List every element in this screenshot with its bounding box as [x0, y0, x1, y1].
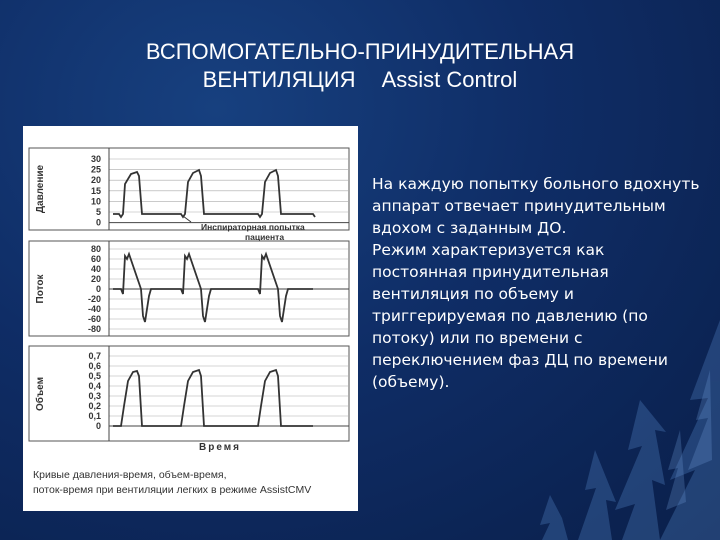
volume-tick: 0,3 [88, 391, 101, 401]
pressure-panel [29, 148, 349, 230]
title-ru: ВЕНТИЛЯЦИЯ [202, 67, 356, 92]
flow-tick: -40 [87, 304, 101, 314]
flow-tick: 20 [90, 274, 101, 284]
slide-title [60, 38, 660, 94]
title-line-1: ВСПОМОГАТЕЛЬНО-ПРИНУДИТЕЛЬНАЯ [145, 39, 575, 64]
flow-tick: 0 [95, 284, 101, 294]
flow-tick: 60 [90, 254, 101, 264]
volume-tick: 0,2 [88, 401, 101, 411]
caption-line-2: поток-время при вентиляции легких в режиме AssistCMV [33, 484, 312, 496]
volume-tick: 0,6 [88, 361, 101, 371]
slide-body-text: На каждую попытку больного вдохнуть аппарат отвечает принудительным вдохом с заданным ДО. Режим характеризуется как постоянная принудительная вентиляция по объему и триггерируемая по давлению (по потоку) или по времени с переключением фаз ДЦ по времени (объему). [372, 175, 700, 391]
volume-tick: 0,7 [88, 351, 101, 361]
volume-axis-label: Объем [35, 377, 46, 411]
flow-axis-label: Поток [35, 274, 46, 304]
flow-tick: -60 [87, 314, 101, 324]
volume-curve [113, 370, 313, 426]
pressure-axis-label: Давление [35, 164, 46, 214]
flow-panel [29, 241, 349, 336]
volume-tick: 0,1 [88, 411, 101, 421]
volume-tick: 0,4 [88, 381, 101, 391]
title-line-2 [60, 66, 660, 94]
pressure-tick: 15 [90, 185, 101, 196]
x-axis-label: Время [199, 442, 241, 453]
pressure-curve [113, 170, 315, 217]
volume-panel [29, 346, 349, 441]
caption-line-1: Кривые давления-время, объем-время, [33, 469, 227, 481]
pressure-tick: 20 [90, 175, 101, 186]
title-en: Assist Control [381, 67, 518, 92]
annotation-line-2: пациента [245, 232, 285, 242]
flow-tick: -80 [87, 324, 101, 334]
pressure-tick: 0 [95, 217, 101, 228]
flow-tick: 80 [90, 244, 101, 254]
volume-tick: 0,5 [88, 371, 101, 381]
pressure-tick: 5 [95, 207, 101, 217]
pressure-tick: 25 [90, 164, 101, 175]
flow-tick: 40 [90, 264, 101, 274]
pressure-tick: 30 [90, 154, 101, 164]
annotation-line-1: Инспираторная попытка [201, 222, 305, 232]
volume-tick: 0 [95, 421, 101, 431]
flow-tick: -20 [87, 294, 101, 304]
flow-curve [113, 254, 313, 322]
pressure-tick: 10 [90, 196, 101, 207]
waveform-figure [23, 126, 358, 511]
